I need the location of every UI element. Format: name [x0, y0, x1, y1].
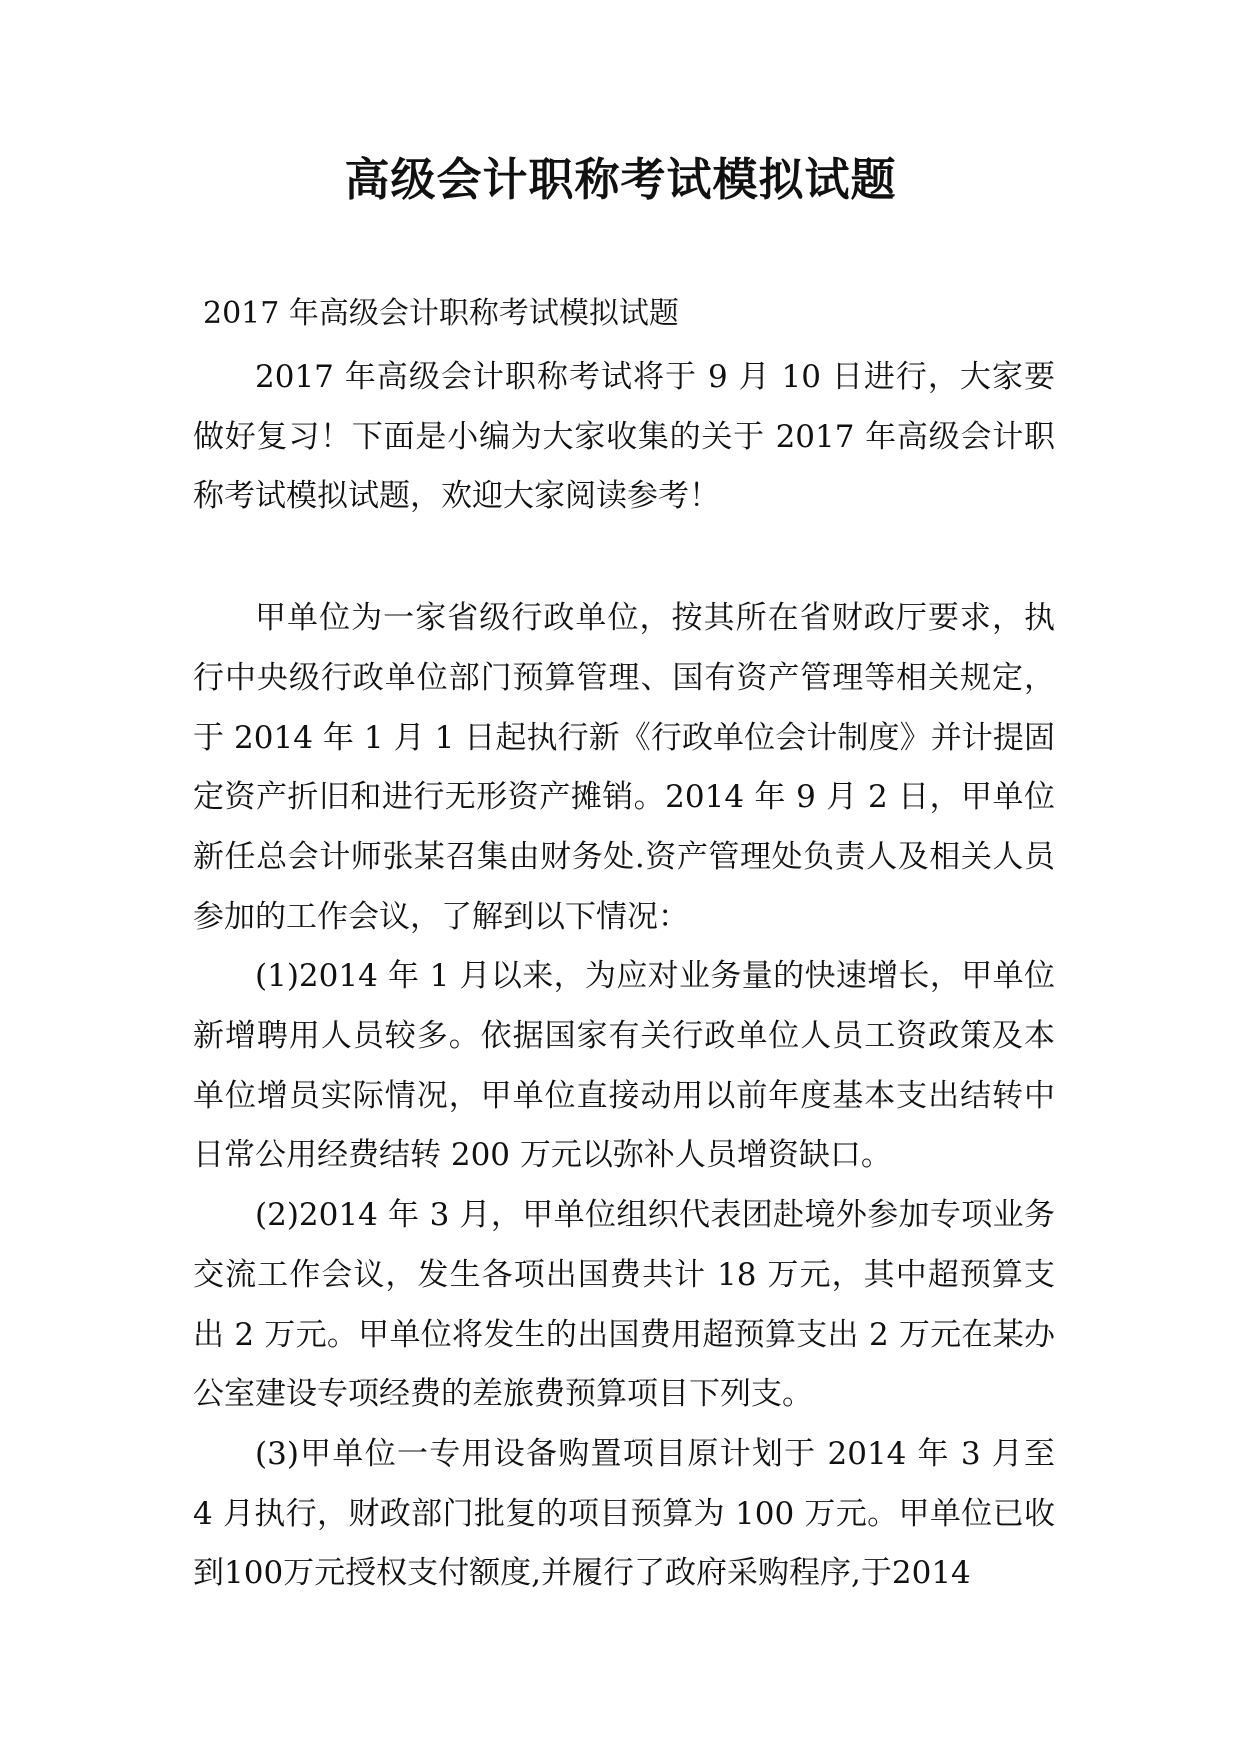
case-background-paragraph: 甲单位为一家省级行政单位，按其所在省财政厅要求，执行中央级行政单位部门预算管理、国有资产管理等相关规定，于 2014 年 1 月 1 日起执行新《行政单位会计制度》并计提固定资产折旧和进行无形资产摊销。2014 年 9 月 2 日，甲单位新任总会计师张某召集由财务处.资产管理处负责人及相关人员参加的工作会议，了解到以下情况： — [193, 600, 1055, 935]
document-title: 高级会计职称考试模拟试题 — [344, 153, 897, 206]
document-body — [193, 348, 1055, 1604]
case-item-3-paragraph: (3)甲单位一专用设备购置项目原计划于 2014 年 3 月至 4 月执行，财政部门批复的项目预算为 100 万元。甲单位已收到100万元授权支付额度,并履行了政府采购程序,于2014 — [193, 1435, 1055, 1592]
case-item-1-paragraph: (1)2014 年 1 月以来，为应对业务量的快速增长，甲单位新增聘用人员较多。依据国家有关行政单位人员工资政策及本单位增员实际情况，甲单位直接动用以前年度基本支出结转中日常公用经费结转 200 万元以弥补人员增资缺口。 — [193, 958, 1055, 1174]
document-subtitle: 2017 年高级会计职称考试模拟试题 — [203, 296, 679, 331]
case-item-2-paragraph: (2)2014 年 3 月，甲单位组织代表团赴境外参加专项业务交流工作会议，发生各项出国费共计 18 万元，其中超预算支出 2 万元。甲单位将发生的出国费用超预算支出 2 万元在某办公室建设专项经费的差旅费预算项目下列支。 — [193, 1197, 1055, 1413]
intro-paragraph: 2017 年高级会计职称考试将于 9 月 10 日进行，大家要做好复习！下面是小编为大家收集的关于 2017 年高级会计职称考试模拟试题，欢迎大家阅读参考！ — [193, 359, 1055, 515]
